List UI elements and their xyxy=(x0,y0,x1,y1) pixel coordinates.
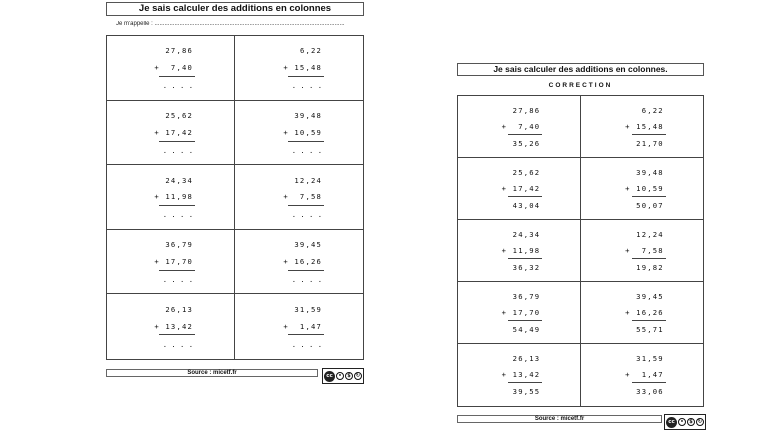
exercise-cell xyxy=(458,282,581,344)
exercise-cell xyxy=(581,282,704,344)
second-operand: + 7,58 xyxy=(283,192,323,202)
first-operand: 24,34 xyxy=(165,175,194,185)
sum-line xyxy=(159,141,195,142)
first-operand: 24,34 xyxy=(512,229,541,239)
second-operand: + 7,40 xyxy=(154,63,194,73)
exercise-cell xyxy=(458,158,581,220)
exercise-cell xyxy=(458,96,581,158)
first-operand: 27,86 xyxy=(165,46,194,56)
second-operand: + 10,59 xyxy=(283,127,323,137)
sum-blank: . . . . xyxy=(291,81,323,91)
sum-line xyxy=(632,134,666,135)
first-operand: 31,59 xyxy=(294,304,323,314)
second-operand: + 15,48 xyxy=(625,122,664,132)
sum-blank: . . . . xyxy=(162,81,194,91)
sum-line xyxy=(508,134,542,135)
exercise-cell xyxy=(235,165,363,230)
sum-blank: . . . . xyxy=(291,339,323,349)
worksheet-title: Je sais calculer des additions en colonnes xyxy=(106,2,364,16)
sum-result: 33,06 xyxy=(636,387,664,397)
correction-title: Je sais calculer des additions en colonnes. xyxy=(457,63,704,76)
second-operand: + 1,47 xyxy=(625,370,664,380)
first-operand: 6,22 xyxy=(299,46,323,56)
exercise-cell xyxy=(235,230,363,295)
second-operand: + 13,42 xyxy=(154,321,194,331)
nc-icon: $ xyxy=(687,418,695,426)
exercise-cell xyxy=(107,165,235,230)
sum-blank: . . . . xyxy=(162,275,194,285)
second-operand: + 7,40 xyxy=(501,122,541,132)
sum-result: 35,26 xyxy=(512,139,541,149)
exercise-cell xyxy=(107,294,235,359)
exercise-cell xyxy=(107,230,235,295)
second-operand: + 17,70 xyxy=(501,308,541,318)
sum-line xyxy=(632,382,666,383)
sum-blank: . . . . xyxy=(291,275,323,285)
exercise-cell xyxy=(235,36,363,101)
exercise-cell xyxy=(458,220,581,282)
sum-line xyxy=(632,258,666,259)
sum-blank: . . . . xyxy=(162,145,194,155)
sum-line xyxy=(288,141,324,142)
sum-result: 54,49 xyxy=(512,325,541,335)
sum-blank: . . . . xyxy=(291,210,323,220)
nc-icon: $ xyxy=(345,372,353,380)
sum-result: 43,04 xyxy=(512,201,541,211)
sum-blank: . . . . xyxy=(162,339,194,349)
first-operand: 12,24 xyxy=(294,175,323,185)
first-operand: 39,45 xyxy=(294,240,323,250)
correction-footer: Source : micetf.fr xyxy=(457,415,662,423)
first-operand: 31,59 xyxy=(636,353,664,363)
second-operand: + 17,42 xyxy=(501,184,541,194)
exercise-cell xyxy=(458,344,581,406)
second-operand: + 1,47 xyxy=(283,321,323,331)
second-operand: + 13,42 xyxy=(501,370,541,380)
name-label: Je m'appelle : xyxy=(116,21,155,27)
sum-line xyxy=(288,270,324,271)
exercise-cell xyxy=(581,96,704,158)
second-operand: + 10,59 xyxy=(625,184,664,194)
sum-line xyxy=(632,320,666,321)
sum-line xyxy=(159,334,195,335)
sum-line xyxy=(632,196,666,197)
exercise-cell xyxy=(235,101,363,166)
first-operand: 27,86 xyxy=(512,105,541,115)
sum-result: 55,71 xyxy=(636,325,664,335)
sum-line xyxy=(508,196,542,197)
sum-result: 36,32 xyxy=(512,263,541,273)
worksheet-footer: Source : micetf.fr xyxy=(106,369,318,377)
first-operand: 36,79 xyxy=(512,291,541,301)
correction-grid xyxy=(457,95,704,407)
cc-license-badge xyxy=(322,368,364,384)
sa-icon: ↻ xyxy=(697,419,703,425)
second-operand: + 15,48 xyxy=(283,63,323,73)
sum-line xyxy=(159,205,195,206)
sum-line xyxy=(508,382,542,383)
first-operand: 12,24 xyxy=(636,229,664,239)
exercise-cell xyxy=(235,294,363,359)
cc-icon: cc xyxy=(324,371,335,382)
cc-icon: cc xyxy=(666,417,677,428)
second-operand: + 7,58 xyxy=(625,246,664,256)
exercise-cell xyxy=(107,36,235,101)
name-dots: .................................................................................................................. xyxy=(154,21,345,27)
by-icon: • xyxy=(678,418,686,426)
exercise-grid xyxy=(106,35,364,360)
sum-line xyxy=(288,76,324,77)
second-operand: + 17,42 xyxy=(154,127,194,137)
exercise-cell xyxy=(107,101,235,166)
second-operand: + 16,26 xyxy=(625,308,664,318)
sum-line xyxy=(288,205,324,206)
second-operand: + 11,98 xyxy=(154,192,194,202)
sum-result: 21,70 xyxy=(636,139,664,149)
first-operand: 25,62 xyxy=(165,110,194,120)
sum-result: 50,07 xyxy=(636,201,664,211)
second-operand: + 16,26 xyxy=(283,256,323,266)
sum-line xyxy=(159,270,195,271)
sum-line xyxy=(159,76,195,77)
first-operand: 6,22 xyxy=(641,105,664,115)
sum-result: 19,82 xyxy=(636,263,664,273)
sum-blank: . . . . xyxy=(162,210,194,220)
exercise-cell xyxy=(581,220,704,282)
sum-line xyxy=(288,334,324,335)
sum-line xyxy=(508,320,542,321)
second-operand: + 11,98 xyxy=(501,246,541,256)
by-icon: • xyxy=(336,372,344,380)
first-operand: 25,62 xyxy=(512,167,541,177)
name-line xyxy=(116,21,356,27)
first-operand: 39,48 xyxy=(636,167,664,177)
sum-result: 39,55 xyxy=(512,387,541,397)
first-operand: 39,45 xyxy=(636,291,664,301)
second-operand: + 17,70 xyxy=(154,256,194,266)
exercise-cell xyxy=(581,344,704,406)
cc-license-badge xyxy=(664,414,706,430)
sum-blank: . . . . xyxy=(291,145,323,155)
first-operand: 26,13 xyxy=(165,304,194,314)
exercise-cell xyxy=(581,158,704,220)
first-operand: 36,79 xyxy=(165,240,194,250)
sa-icon: ↻ xyxy=(355,373,361,379)
first-operand: 39,48 xyxy=(294,110,323,120)
correction-label: CORRECTION xyxy=(548,82,613,89)
first-operand: 26,13 xyxy=(512,353,541,363)
sum-line xyxy=(508,258,542,259)
